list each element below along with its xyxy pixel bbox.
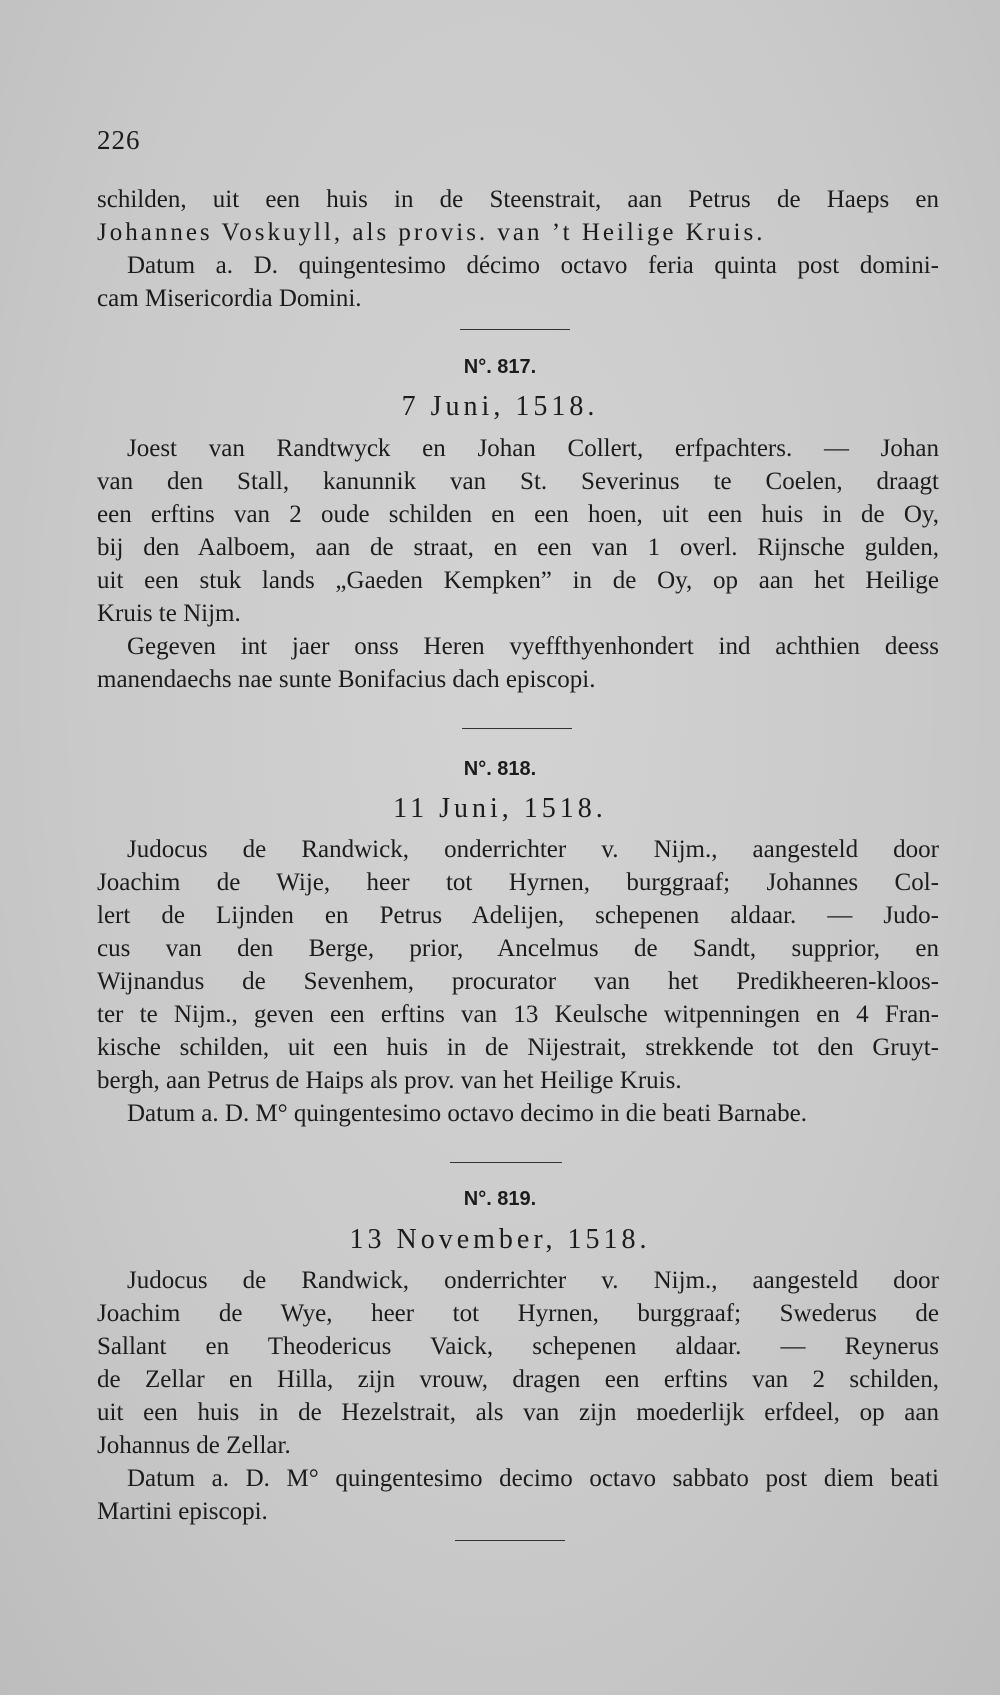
text-line: uit een huis in de Hezelstrait, als van zijn moederlijk erfdeel, op aan [97,1399,939,1426]
text-line: Gegeven int jaer onss Heren vyeffthyenhondert ind achthien deess [127,633,939,660]
text-line: schilden, uit een huis in de Steenstrait, aan Petrus de Haeps en [97,186,939,213]
text-line: Kruis te Nijm. [97,600,241,627]
text-line: Datum a. D. M° quingentesimo octavo decimo in die beati Barnabe. [127,1100,807,1127]
separator-rule [460,329,570,330]
separator-rule [462,728,572,729]
entry-818-text [97,833,939,1130]
entry-817-text [97,432,939,696]
entry-number: N°. 819. [463,1188,537,1210]
text-line: Joest van Randtwyck en Johan Collert, erfpachters. — Johan [127,435,939,462]
text-line: lert de Lijnden en Petrus Adelijen, schepenen aldaar. — Judo- [97,902,939,929]
text-line: Johannes Voskuyll, als provis. van ’t Heilige Kruis. [97,219,766,246]
text-line: Judocus de Randwick, onderrichter v. Nijm., aangesteld door [127,1267,939,1294]
entry-number: N°. 818. [463,758,537,780]
text-line: Johannus de Zellar. [97,1432,291,1459]
text-line: Wijnandus de Sevenhem, procurator van het Predikheeren-kloos- [97,968,939,995]
text-line: Datum a. D. quingentesimo décimo octavo feria quinta post domini- [127,252,939,279]
text-line: manendaechs nae sunte Bonifacius dach episcopi. [97,666,596,693]
text-line: cus van den Berge, prior, Ancelmus de Sandt, supprior, en [97,935,939,962]
text-line: Martini episcopi. [97,1498,268,1525]
entry-number: N°. 817. [463,356,537,378]
opening-paragraph [97,183,939,315]
text-line: Datum a. D. M° quingentesimo decimo octavo sabbato post diem beati [127,1465,939,1492]
text-line: kische schilden, uit een huis in de Nijestrait, strekkende tot den Gruyt- [97,1034,939,1061]
text-line: Sallant en Theodericus Vaick, schepenen aldaar. — Reynerus [97,1333,939,1360]
text-line: bergh, aan Petrus de Haips als prov. van het Heilige Kruis. [97,1067,682,1094]
page-number: 226 [97,125,141,155]
separator-rule [455,1540,565,1541]
text-line: bij den Aalboem, aan de straat, en een van 1 overl. Rijnsche gulden, [97,534,939,561]
text-line: van den Stall, kanunnik van St. Severinus te Coelen, draagt [97,468,939,495]
text-line: Joachim de Wye, heer tot Hyrnen, burggraaf; Swederus de [97,1300,939,1327]
text-line: een erftins van 2 oude schilden en een hoen, uit een huis in de Oy, [97,501,939,528]
text-line: cam Misericordia Domini. [97,285,362,312]
entry-819-text [97,1264,939,1528]
text-line: Joachim de Wije, heer tot Hyrnen, burggraaf; Johannes Col- [97,869,939,896]
text-line: ter te Nijm., geven een erftins van 13 Keulsche witpenningen en 4 Fran- [97,1001,939,1028]
text-line: Judocus de Randwick, onderrichter v. Nijm., aangesteld door [127,836,939,863]
text-line: de Zellar en Hilla, zijn vrouw, dragen een erftins van 2 schilden, [97,1366,939,1393]
entry-date: 7 Juni, 1518. [401,391,599,422]
separator-rule [450,1162,562,1163]
entry-date: 11 Juni, 1518. [393,793,607,824]
entry-date: 13 November, 1518. [349,1224,651,1255]
text-line: uit een stuk lands „Gaeden Kempken” in de Oy, op aan het Heilige [97,567,939,594]
